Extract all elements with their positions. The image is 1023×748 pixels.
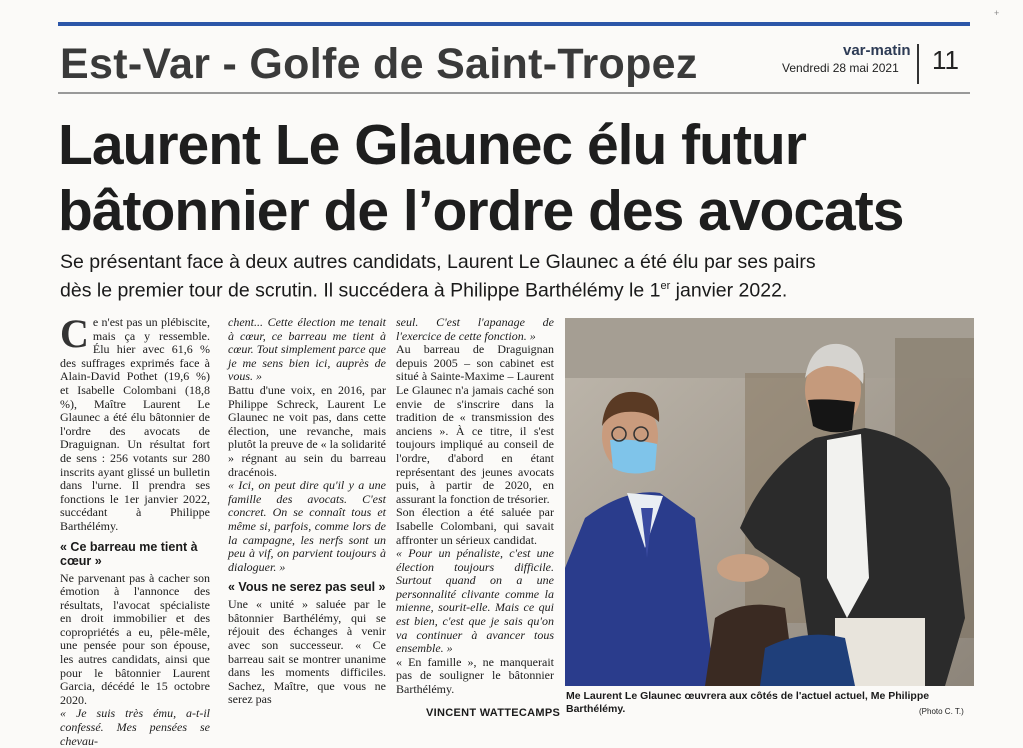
paragraph: « En famille », ne manquerait pas de souligner le bâtonnier Barthélémy. [396, 654, 554, 697]
headline [58, 112, 978, 244]
subheading: « Vous ne serez pas seul » [228, 580, 386, 595]
lede-line-1: Se présentant face à deux autres candidats, Laurent Le Glaunec a été élu par ses pairs [60, 251, 816, 273]
lede-line-2-start: dès le premier tour de scrutin. Il succédera à Philippe Barthélémy le 1 [60, 279, 661, 302]
paragraph: Une « unité » saluée par le bâtonnier Barthélémy, qui se réjouit des échanges à venir avec son successeur. « Ce barreau sait se montrer unanime dans les moments difficiles. Sachez, Maître, que vous ne serez pas [228, 597, 386, 707]
article-photo [565, 318, 974, 686]
quote-paragraph: chent... Cette élection me tenait à cœur, ce barreau me tient à cœur. Tout simplement parce que je me sens bien ici, auprès de vous. » [228, 315, 386, 384]
lede-line-2-end: janvier 2022. [670, 279, 788, 302]
paragraph: e n'est pas un plébiscite, mais ça y ressemble. Élu hier avec 61,6 % des suffrages exprimés face à Alain-David Pothet (19,6 %) et Isabelle Colombani (18,8 %), Maître Laurent Le Glaunec a été élu bâtonnier de l'ordre des avocats de Draguignan. Un résultat fort de sens : 256 votants sur 280 inscrits ayant glissé un bulletin dans l'urne. Il prendra ses fonctions le 1er janvier 2022, succédant à Philippe Barthélémy. [60, 315, 210, 533]
top-accent-rule [58, 22, 970, 26]
quote-paragraph: « Pour un pénaliste, c'est une élection toujours difficile. Surtout quand on a une personnalité clivante comme la mienne, sourit-elle. Mais ce qui est bien, c'est que je sais qu'on va continuer à avancer tous ensemble. » [396, 546, 554, 656]
article-column-1 [60, 311, 210, 748]
photo-illustration [565, 318, 974, 686]
photo-credit: (Photo C. T.) [919, 707, 964, 716]
header-divider [917, 44, 919, 84]
quote-paragraph: « Je suis très ému, a-t-il confessé. Mes pensées se chevau- [60, 706, 210, 748]
newspaper-brand: var-matin [843, 42, 911, 59]
byline: VINCENT WATTECAMPS [426, 707, 561, 719]
lede [60, 250, 960, 303]
article-column-3 [396, 316, 554, 697]
lede-ordinal: er [660, 280, 671, 292]
corner-mark: + [994, 8, 1000, 18]
photo-caption: Me Laurent Le Glaunec œuvrera aux côtés de l'actuel actuel, Me Philippe Barthélémy. [566, 690, 930, 715]
subheading: « Ce barreau me tient à cœur » [60, 539, 198, 568]
headline-line-2: bâtonnier de l’ordre des avocats [58, 179, 904, 243]
issue-date: Vendredi 28 mai 2021 [782, 61, 899, 75]
article-column-2 [228, 316, 386, 707]
section-title: Est-Var - Golfe de Saint-Tropez [60, 40, 698, 88]
paragraph: Son élection a été saluée par Isabelle Colombani, qui savait affronter un sérieux candidat. [396, 505, 554, 547]
quote-paragraph: « Ici, on peut dire qu'il y a une famille des avocats. C'est concret. On se connaît tous et même si, parfois, comme lors de la campagne, les nerfs sont un peu à vif, on parvient toujours à dialoguer. » [228, 478, 386, 574]
headline-line-1: Laurent Le Glaunec élu futur [58, 113, 806, 177]
paragraph: Au barreau de Draguignan depuis 2005 – son cabinet est situé à Sainte-Maxime – Laurent Le Glaunec n'a jamais caché son envie de s'inscrire dans la tradition de « transmission des anciens ». À ce titre, il s'est toujours impliqué au conseil de l'ordre, d'abord en étant représentant des jeunes avocats puis, à partir de 2020, en assurant la fonction de trésorier. [396, 342, 554, 506]
header-rule [58, 92, 970, 94]
quote-paragraph: seul. C'est l'apanage de l'exercice de cette fonction. » [396, 315, 554, 343]
paragraph: Battu d'une voix, en 2016, par Philippe Schreck, Laurent Le Glaunec ne voit pas, dans cette élection, une revanche, mais plutôt la preuve de « la solidarité » régnant au sein du barreau dracénois. [228, 382, 386, 479]
paragraph: Ne parvenant pas à cacher son émotion à l'annonce des résultats, l'avocat spécialiste en droit immobilier et des copropriétés a eu, pêle-mêle, une pensée pour son épouse, les autres candidats, ainsi que pour le bâtonnier Laurent Garcia, décédé le 15 octobre 2020. [60, 570, 210, 707]
page-number: 11 [932, 45, 959, 75]
drop-cap: C [60, 311, 89, 356]
lede-line-2 [60, 274, 960, 303]
